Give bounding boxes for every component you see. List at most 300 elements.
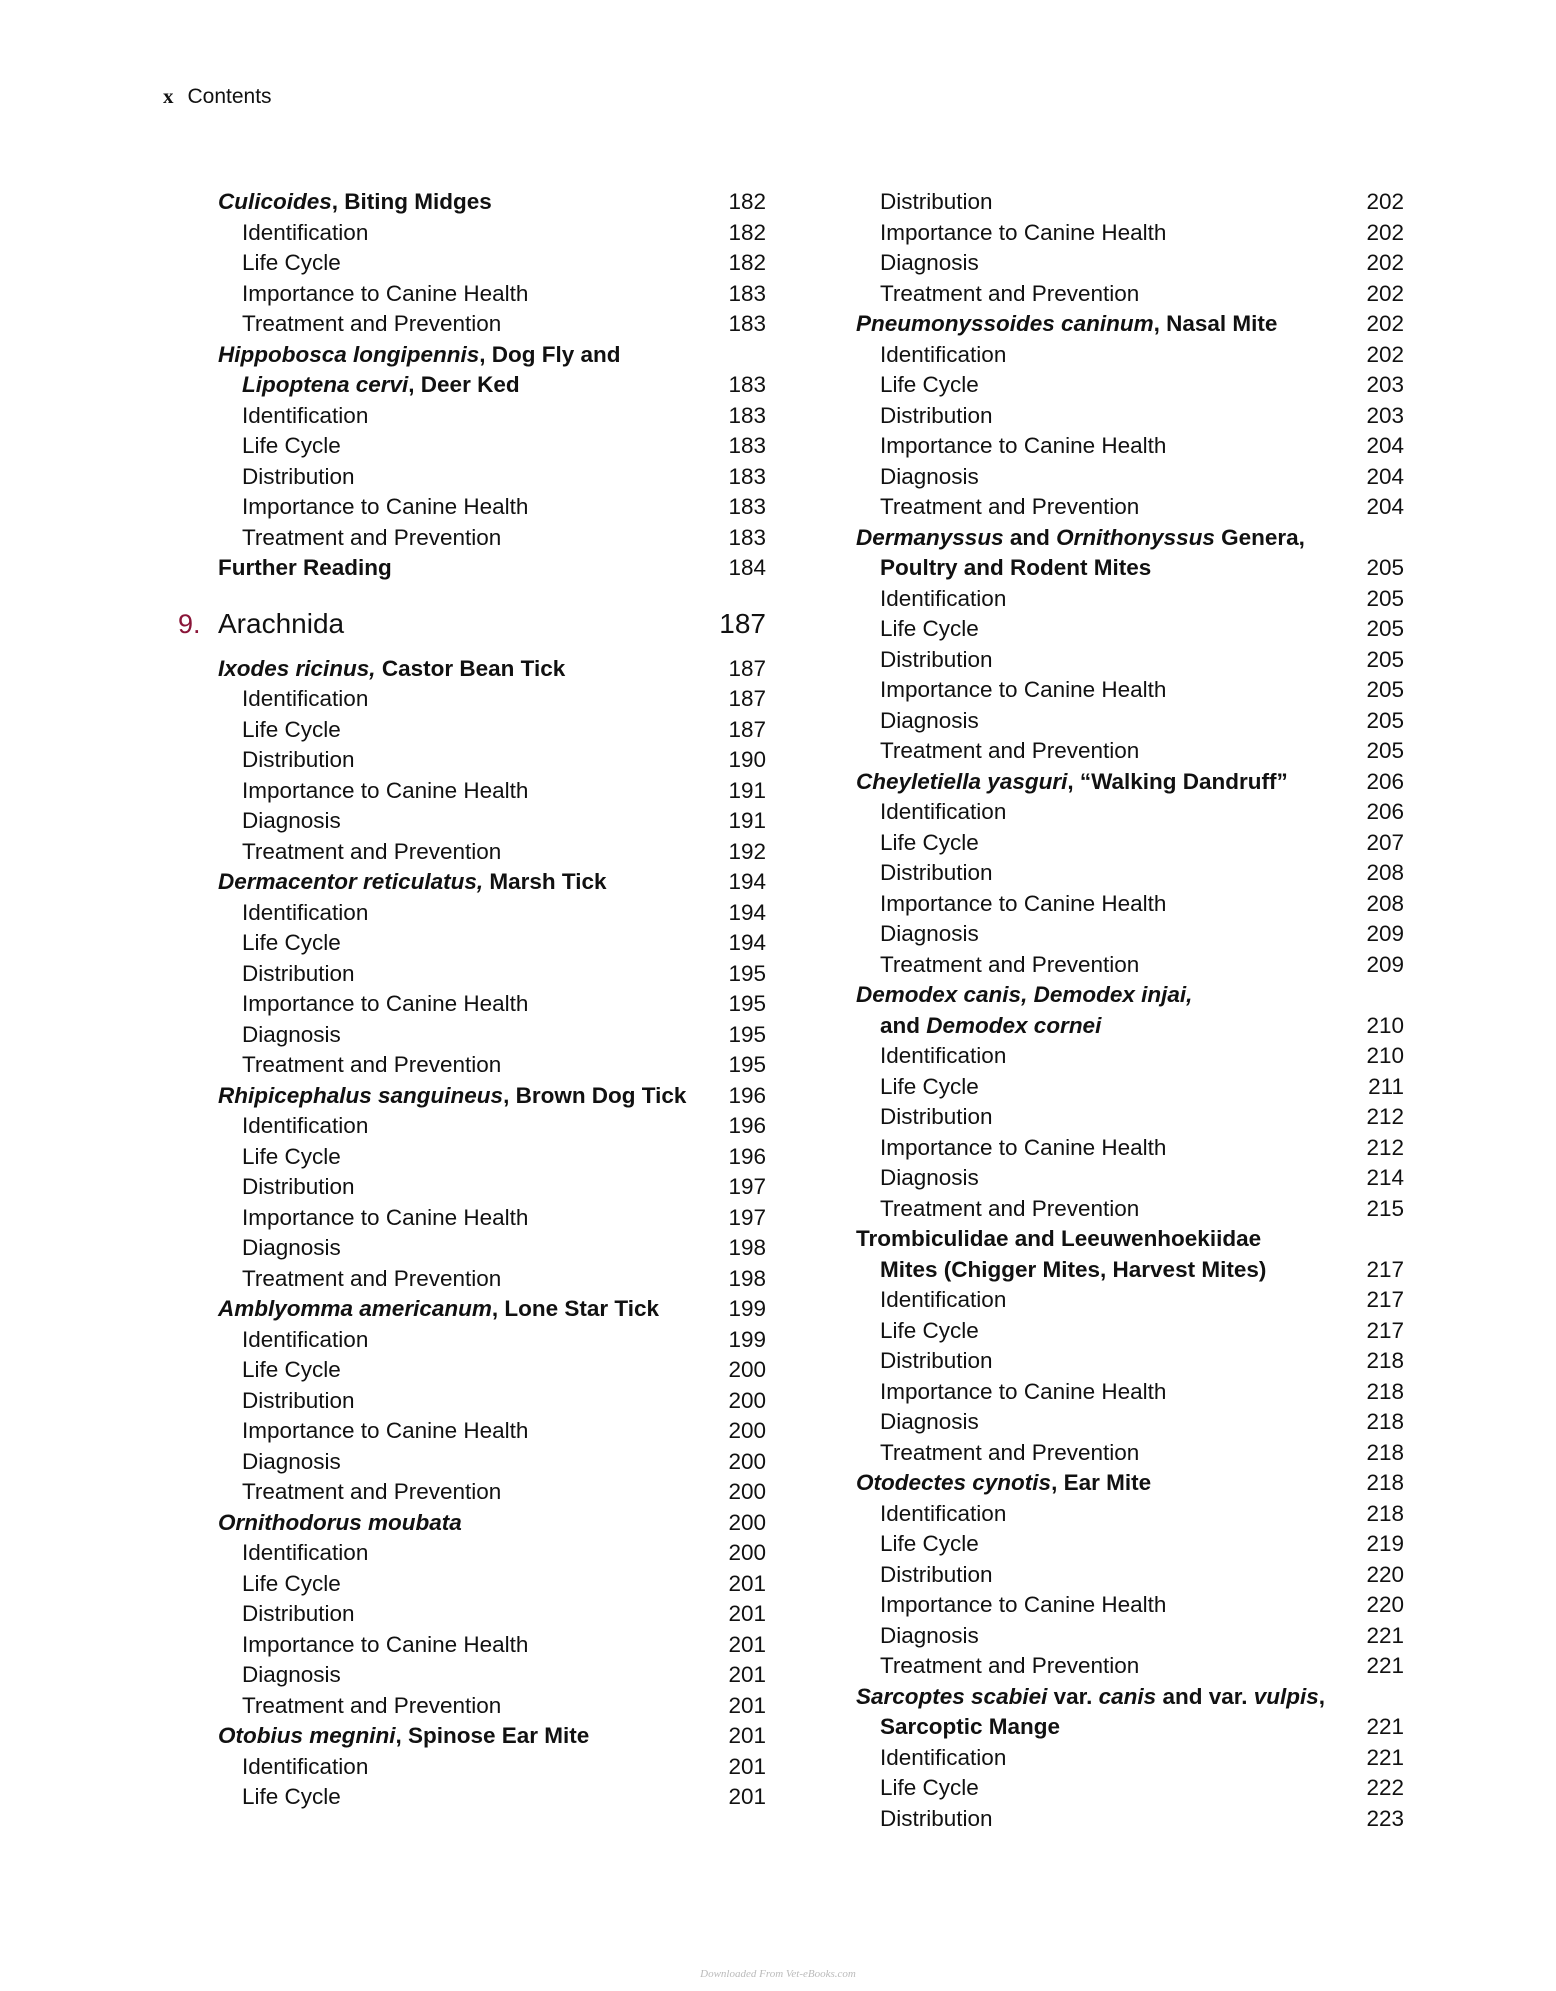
page-ref: 183 [728, 311, 766, 336]
page-ref: 183 [728, 524, 766, 550]
entry-title: Treatment and Prevention [242, 524, 502, 550]
toc-subentry [218, 1325, 766, 1356]
page-ref: 195 [728, 1052, 766, 1077]
page-ref: 182 [728, 189, 766, 214]
page-ref: 191 [728, 808, 766, 833]
toc-subentry [856, 614, 1404, 645]
entry-title: Diagnosis [880, 463, 979, 489]
entry-title: Treatment and Prevention [242, 1052, 502, 1077]
entry-title: Life Cycle [242, 1570, 341, 1596]
entry-title: Life Cycle [242, 1784, 341, 1809]
page-ref: 209 [1366, 951, 1404, 977]
page-ref: 218 [1366, 1348, 1404, 1373]
entry-title: Ornithodorus moubata [218, 1509, 462, 1535]
entry-title: Otodectes cynotis, Ear Mite [856, 1470, 1152, 1495]
toc-entry-continuation [856, 1712, 1404, 1743]
entry-title: Pneumonyssoides caninum, Nasal Mite [856, 311, 1278, 336]
entry-title: Identification [880, 799, 1007, 824]
entry-title: Importance to Canine Health [880, 1378, 1167, 1404]
page-ref: 218 [1366, 1500, 1404, 1526]
toc-subentry [218, 1142, 766, 1173]
entry-title: Diagnosis [242, 1448, 341, 1474]
page-ref: 211 [1368, 1073, 1404, 1099]
page-ref: 203 [1366, 402, 1404, 428]
entry-title: Treatment and Prevention [242, 311, 502, 336]
page-ref: 201 [728, 1723, 766, 1748]
page-ref: 199 [728, 1326, 766, 1352]
toc-subentry [218, 745, 766, 776]
toc-subentry [856, 1102, 1404, 1133]
page-ref: 217 [1366, 1256, 1404, 1282]
entry-title: Otobius megnini, Spinose Ear Mite [218, 1723, 590, 1748]
running-header [163, 84, 272, 109]
toc-subentry [218, 218, 766, 249]
toc-subentry [218, 1386, 766, 1417]
toc-entry [856, 1682, 1404, 1713]
entry-title: Distribution [880, 1104, 993, 1129]
toc-subentry [856, 187, 1404, 218]
page-ref: 197 [728, 1204, 766, 1230]
entry-title: Identification [880, 1744, 1007, 1770]
page-ref: 205 [1366, 646, 1404, 672]
toc-subentry [856, 797, 1404, 828]
page-ref: 196 [728, 1143, 766, 1169]
toc-subentry [856, 675, 1404, 706]
toc-subentry [856, 584, 1404, 615]
toc-entry [856, 980, 1404, 1011]
page-ref: 218 [1366, 1409, 1404, 1434]
entry-title: Distribution [242, 960, 355, 986]
entry-title: Identification [880, 341, 1007, 367]
toc-subentry [856, 828, 1404, 859]
page-ref: 202 [1366, 189, 1404, 214]
page-ref: 212 [1366, 1104, 1404, 1129]
page-ref: 201 [728, 1570, 766, 1596]
toc-entry-continuation [856, 553, 1404, 584]
entry-title: Importance to Canine Health [242, 777, 529, 803]
page-ref: 210 [1366, 1043, 1404, 1068]
chapter-title: Arachnida [218, 607, 345, 639]
entry-title: Treatment and Prevention [880, 1195, 1140, 1221]
toc-subentry [856, 401, 1404, 432]
toc-subentry [218, 1355, 766, 1386]
entry-title: Rhipicephalus sanguineus, Brown Dog Tick [218, 1082, 687, 1108]
toc-entry [218, 867, 766, 898]
toc-subentry [218, 1752, 766, 1783]
toc-subentry [218, 1416, 766, 1447]
entry-title: Treatment and Prevention [242, 838, 502, 864]
toc-subentry [218, 1203, 766, 1234]
toc-column-right [856, 187, 1404, 1834]
entry-title: Treatment and Prevention [242, 1265, 502, 1291]
toc-subentry [218, 989, 766, 1020]
download-watermark: Downloaded From Vet-eBooks.com [700, 1968, 856, 1980]
page-ref: 183 [728, 280, 766, 306]
toc-subentry [218, 1172, 766, 1203]
entry-title: Mites (Chigger Mites, Harvest Mites) [880, 1256, 1267, 1282]
page-ref: 208 [1366, 890, 1404, 916]
page-ref: 218 [1366, 1470, 1404, 1495]
entry-title: Treatment and Prevention [242, 1692, 502, 1718]
chapter-number: 9. [178, 608, 201, 639]
entry-title: Identification [242, 686, 369, 711]
entry-title: Life Cycle [880, 1317, 979, 1343]
entry-title: and Demodex cornei [880, 1012, 1102, 1038]
entry-title: Distribution [880, 860, 993, 885]
page-ref: 194 [728, 930, 766, 955]
entry-title: Life Cycle [242, 433, 341, 458]
entry-title: Diagnosis [880, 707, 979, 733]
entry-title: Importance to Canine Health [242, 1418, 529, 1443]
entry-title: Importance to Canine Health [242, 1204, 529, 1230]
page-ref: 202 [1366, 311, 1404, 336]
page-ref: 218 [1366, 1439, 1404, 1465]
entry-title: Importance to Canine Health [242, 280, 529, 306]
toc-subentry [218, 1020, 766, 1051]
page-ref: 187 [728, 716, 766, 742]
toc-subentry [856, 218, 1404, 249]
page-ref: 201 [728, 1692, 766, 1718]
entry-title: Distribution [880, 402, 993, 428]
page-number: x [163, 84, 174, 108]
entry-title: Diagnosis [880, 921, 979, 946]
page-ref: 205 [1366, 738, 1404, 763]
page-ref: 204 [1366, 494, 1404, 519]
toc-subentry [856, 248, 1404, 279]
toc-subentry [856, 736, 1404, 767]
entry-title: Culicoides, Biting Midges [218, 189, 492, 214]
entry-title: Demodex canis, Demodex injai, [856, 982, 1193, 1007]
entry-title: Life Cycle [242, 1357, 341, 1382]
toc-subentry [856, 1285, 1404, 1316]
toc-subentry [856, 1072, 1404, 1103]
page-ref: 187 [719, 607, 766, 639]
entry-title: Sarcoptes scabiei var. canis and var. vulpis, [856, 1683, 1326, 1709]
toc-subentry [218, 1264, 766, 1295]
entry-title: Life Cycle [242, 1143, 341, 1169]
entry-title: Distribution [242, 1174, 355, 1199]
page-ref: 194 [728, 869, 766, 894]
toc-subentry [218, 837, 766, 868]
toc-subentry [218, 523, 766, 554]
page-ref: 187 [728, 655, 766, 681]
entry-title: Distribution [880, 189, 993, 214]
toc-subentry [218, 279, 766, 310]
toc-subentry [856, 645, 1404, 676]
entry-title: Amblyomma americanum, Lone Star Tick [218, 1296, 659, 1321]
entry-title: Identification [242, 899, 369, 925]
toc-subentry [856, 370, 1404, 401]
entry-title: Treatment and Prevention [242, 1479, 502, 1504]
toc-subentry [856, 1438, 1404, 1469]
toc-subentry [218, 309, 766, 340]
page-ref: 215 [1366, 1195, 1404, 1221]
toc-entry [218, 1508, 766, 1539]
entry-title: Trombiculidae and Leeuwenhoekiidae [856, 1226, 1262, 1251]
entry-title: Life Cycle [880, 1531, 979, 1556]
entry-title: Distribution [242, 463, 355, 489]
toc-subentry [218, 1630, 766, 1661]
toc-entry [856, 1468, 1404, 1499]
page-ref: 194 [728, 899, 766, 925]
entry-title: Life Cycle [880, 1775, 979, 1800]
toc-subentry [218, 1447, 766, 1478]
toc-subentry [856, 1499, 1404, 1530]
entry-title: Importance to Canine Health [880, 433, 1167, 458]
entry-title: Identification [880, 585, 1007, 611]
entry-title: Dermacentor reticulatus, Marsh Tick [218, 869, 607, 894]
page-ref: 190 [728, 747, 766, 772]
toc-entry [856, 523, 1404, 554]
toc-subentry [856, 1194, 1404, 1225]
entry-title: Distribution [880, 1348, 993, 1373]
page-ref: 200 [728, 1509, 766, 1535]
toc-subentry [218, 248, 766, 279]
page-ref: 205 [1366, 555, 1404, 580]
entry-title: Life Cycle [242, 930, 341, 955]
page-ref: 205 [1366, 616, 1404, 641]
toc-subentry [856, 1407, 1404, 1438]
page-ref: 200 [728, 1357, 766, 1382]
page-ref: 198 [728, 1235, 766, 1260]
page-ref: 200 [728, 1448, 766, 1474]
page-ref: 200 [728, 1540, 766, 1565]
toc-subentry [856, 279, 1404, 310]
page-ref: 183 [728, 402, 766, 428]
entry-title: Identification [242, 1753, 369, 1779]
page-ref: 204 [1366, 463, 1404, 489]
toc-subentry [218, 684, 766, 715]
toc-subentry [856, 1773, 1404, 1804]
entry-title: Distribution [242, 1601, 355, 1626]
page-ref: 205 [1366, 707, 1404, 733]
page-ref: 221 [1366, 1653, 1404, 1678]
toc-subentry [856, 1133, 1404, 1164]
toc-subentry [218, 462, 766, 493]
page-ref: 202 [1366, 280, 1404, 306]
toc-subentry [856, 1560, 1404, 1591]
toc-subentry [218, 492, 766, 523]
toc-subentry [218, 715, 766, 746]
toc-subentry [856, 1621, 1404, 1652]
entry-title: Treatment and Prevention [880, 494, 1140, 519]
entry-title: Treatment and Prevention [880, 280, 1140, 306]
entry-title: Treatment and Prevention [880, 1439, 1140, 1465]
entry-title: Importance to Canine Health [880, 677, 1167, 702]
page-ref: 183 [728, 463, 766, 489]
page-ref: 183 [728, 372, 766, 397]
entry-title: Sarcoptic Mange [880, 1714, 1061, 1739]
entry-title: Treatment and Prevention [880, 738, 1140, 763]
toc-entry [218, 553, 766, 584]
toc-subentry [218, 1782, 766, 1813]
page-ref: 195 [728, 1021, 766, 1047]
entry-title: Life Cycle [242, 716, 341, 742]
page-ref: 205 [1366, 677, 1404, 702]
page-ref: 217 [1366, 1287, 1404, 1312]
page-ref: 198 [728, 1265, 766, 1291]
toc-subentry [856, 1743, 1404, 1774]
entry-title: Treatment and Prevention [880, 1653, 1140, 1678]
toc-subentry [218, 431, 766, 462]
entry-title: Life Cycle [880, 616, 979, 641]
toc-entry [218, 654, 766, 685]
page-ref: 221 [1366, 1744, 1404, 1770]
entry-title: Distribution [880, 1561, 993, 1587]
entry-title: Importance to Canine Health [242, 494, 529, 519]
toc-entry [218, 1294, 766, 1325]
entry-title: Treatment and Prevention [880, 951, 1140, 977]
entry-title: Lipoptena cervi, Deer Ked [242, 372, 520, 397]
toc-subentry [856, 1377, 1404, 1408]
toc-subentry [218, 776, 766, 807]
toc-subentry [856, 1163, 1404, 1194]
toc-entry-continuation [856, 1011, 1404, 1042]
entry-title: Identification [880, 1043, 1007, 1068]
page-ref: 195 [728, 991, 766, 1016]
page-ref: 184 [728, 555, 766, 580]
entry-title: Diagnosis [880, 1622, 979, 1648]
page-ref: 202 [1366, 219, 1404, 245]
page-ref: 201 [728, 1631, 766, 1657]
page-ref: 206 [1366, 768, 1404, 794]
toc-entry [856, 767, 1404, 798]
toc-subentry [218, 1050, 766, 1081]
entry-title: Distribution [880, 646, 993, 672]
page-ref: 204 [1366, 433, 1404, 458]
toc-subentry [856, 1590, 1404, 1621]
toc-subentry [218, 1660, 766, 1691]
toc-subentry [218, 898, 766, 929]
page-ref: 220 [1366, 1592, 1404, 1617]
page-ref: 192 [728, 838, 766, 864]
toc-entry [218, 340, 766, 371]
toc-entry-continuation [856, 1255, 1404, 1286]
page-ref: 200 [728, 1387, 766, 1413]
page-ref: 183 [728, 494, 766, 519]
toc-subentry [218, 959, 766, 990]
entry-title: Identification [242, 1326, 369, 1352]
toc-subentry [218, 806, 766, 837]
page-ref: 203 [1366, 372, 1404, 397]
entry-title: Distribution [242, 1387, 355, 1413]
page-ref: 197 [728, 1174, 766, 1199]
page-ref: 191 [728, 777, 766, 803]
page-ref: 187 [728, 686, 766, 711]
header-title: Contents [187, 85, 272, 108]
entry-title: Life Cycle [242, 250, 341, 275]
entry-title: Life Cycle [880, 372, 979, 397]
entry-title: Dermanyssus and Ornithonyssus Genera, [856, 524, 1305, 550]
entry-title: Diagnosis [880, 1409, 979, 1434]
toc-entry [856, 1224, 1404, 1255]
toc-subentry [856, 1346, 1404, 1377]
page-ref: 207 [1366, 829, 1404, 855]
entry-title: Cheyletiella yasguri, “Walking Dandruff” [856, 768, 1288, 794]
page-ref: 196 [728, 1082, 766, 1108]
entry-title: Life Cycle [880, 829, 979, 855]
page-ref: 217 [1366, 1317, 1404, 1343]
entry-title: Importance to Canine Health [880, 1134, 1167, 1160]
toc-entry [856, 309, 1404, 340]
entry-title: Identification [880, 1287, 1007, 1312]
page-ref: 200 [728, 1479, 766, 1504]
toc-entry [218, 1081, 766, 1112]
toc-subentry [856, 919, 1404, 950]
page-ref: 196 [728, 1113, 766, 1138]
toc-subentry [218, 1477, 766, 1508]
toc-subentry [218, 1111, 766, 1142]
page-ref: 223 [1366, 1805, 1404, 1831]
chapter-heading [178, 594, 766, 654]
toc-subentry [218, 401, 766, 432]
toc-subentry [856, 858, 1404, 889]
page-ref: 214 [1366, 1165, 1404, 1190]
entry-title: Identification [242, 402, 369, 428]
entry-title: Diagnosis [880, 250, 979, 275]
page-ref: 199 [728, 1296, 766, 1321]
toc-entry [218, 187, 766, 218]
entry-title: Diagnosis [242, 1662, 341, 1687]
page-ref: 202 [1366, 250, 1404, 275]
page-ref: 201 [728, 1753, 766, 1779]
toc-entry-continuation [218, 370, 766, 401]
page-ref: 195 [728, 960, 766, 986]
toc-subentry [218, 1538, 766, 1569]
toc-subentry [218, 1599, 766, 1630]
entry-title: Importance to Canine Health [880, 890, 1167, 916]
entry-title: Diagnosis [880, 1165, 979, 1190]
entry-title: Diagnosis [242, 1235, 341, 1260]
toc-subentry [856, 889, 1404, 920]
page-ref: 209 [1366, 921, 1404, 946]
toc-subentry [856, 1651, 1404, 1682]
entry-title: Ixodes ricinus, Castor Bean Tick [218, 655, 566, 681]
entry-title: Poultry and Rodent Mites [880, 555, 1152, 580]
entry-title: Identification [242, 1113, 369, 1138]
page-ref: 210 [1366, 1012, 1404, 1038]
toc-subentry [218, 1691, 766, 1722]
page-ref: 206 [1366, 799, 1404, 824]
toc-subentry [856, 706, 1404, 737]
page-ref: 212 [1366, 1134, 1404, 1160]
entry-title: Distribution [242, 747, 355, 772]
toc-subentry [856, 1804, 1404, 1835]
toc-subentry [856, 1316, 1404, 1347]
entry-title: Life Cycle [880, 1073, 979, 1099]
toc-subentry [856, 431, 1404, 462]
page-ref: 183 [728, 433, 766, 458]
toc-subentry [218, 1569, 766, 1600]
entry-title: Identification [880, 1500, 1007, 1526]
entry-title: Importance to Canine Health [242, 1631, 529, 1657]
entry-title: Further Reading [218, 555, 392, 580]
entry-title: Importance to Canine Health [242, 991, 529, 1016]
page-ref: 202 [1366, 341, 1404, 367]
entry-title: Identification [242, 219, 369, 245]
page-ref: 200 [728, 1418, 766, 1443]
page-ref: 201 [728, 1784, 766, 1809]
page-ref: 218 [1366, 1378, 1404, 1404]
entry-title: Diagnosis [242, 1021, 341, 1047]
toc-subentry [856, 340, 1404, 371]
entry-title: Hippobosca longipennis, Dog Fly and [218, 341, 621, 367]
toc-subentry [856, 950, 1404, 981]
entry-title: Importance to Canine Health [880, 219, 1167, 245]
entry-title: Diagnosis [242, 808, 341, 833]
toc-subentry [856, 1041, 1404, 1072]
entry-title: Importance to Canine Health [880, 1592, 1167, 1617]
